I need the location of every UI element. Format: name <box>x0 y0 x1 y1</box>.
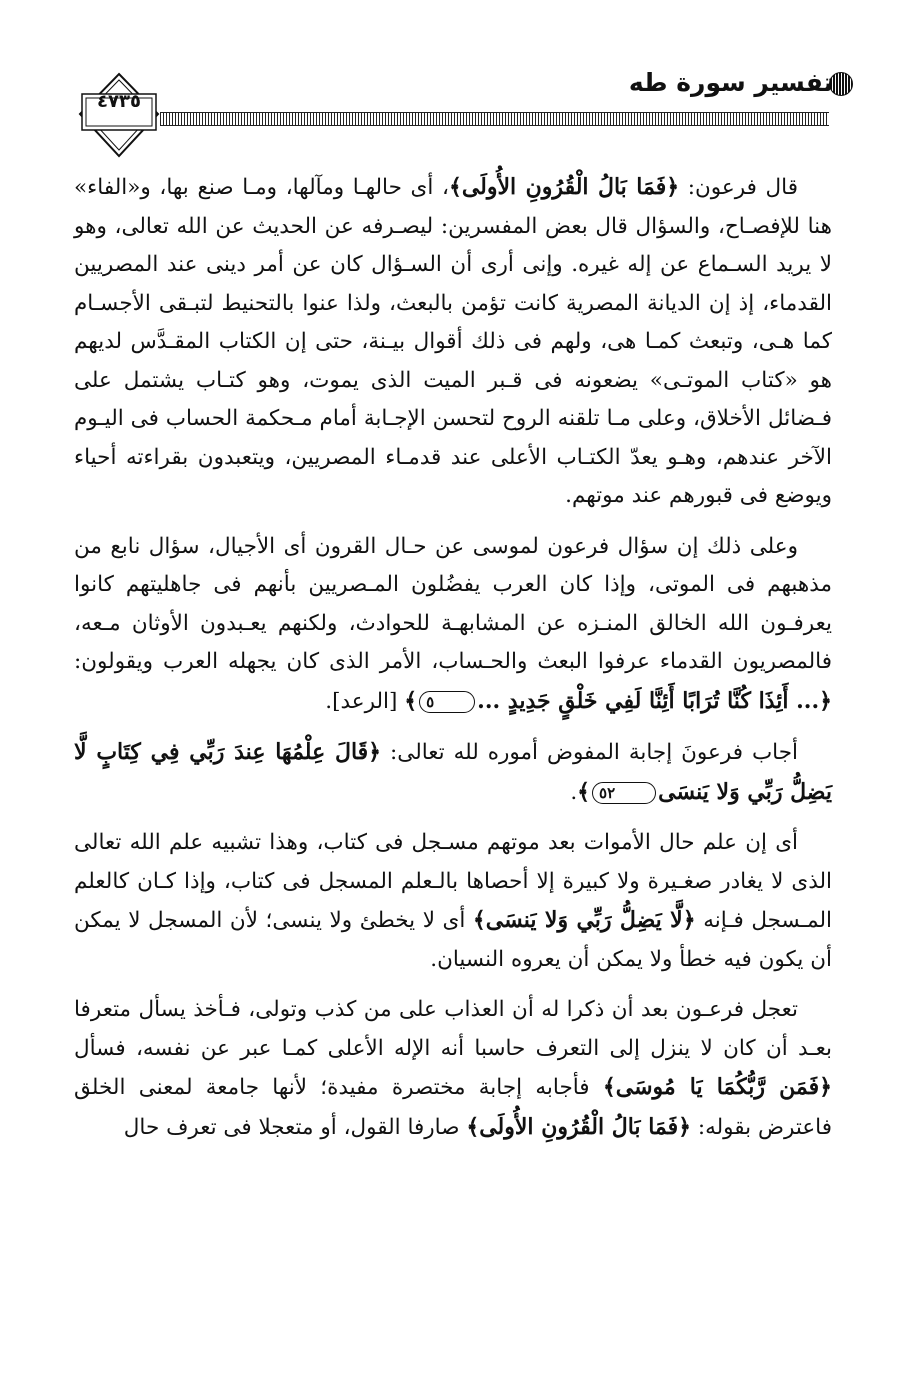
page-number-badge-icon <box>78 72 160 158</box>
text-run: تعجل فرعـون بعد أن ذكرا له أن العذاب على من كذب وتولى، فـأخذ يسأل متعرفا بعـد أن كان لا ينزل إلى التعرف حاسبا أنه الإله الأعلى كمـا عبر عن نفسه، فسأل <box>74 997 832 1061</box>
paragraph <box>74 991 832 1147</box>
body-text <box>74 168 832 1147</box>
paragraph <box>74 824 832 979</box>
quran-verse: ﴿فَمَن رَّبُّكُمَا يَا مُوسَى﴾ <box>602 1074 832 1100</box>
quran-verse: ﴿قَالَ عِلْمُهَا عِندَ رَبِّي فِي كِتَابٍ لَّا يَضِلُّ رَبِّي وَلا يَنسَى <box>74 739 832 805</box>
verse-number: ٥٢ <box>592 782 656 804</box>
quran-verse: ﴿... أَئِذَا كُنَّا تُرَابًا أَئِنَّا لَفِي خَلْقٍ جَدِيدٍ ... <box>477 687 832 714</box>
text-run: فأجابه إجابة مختصرة مفيدة؛ لأنها جامعة لمعنى الخلق فاعترض بقوله: <box>74 1075 832 1140</box>
text-run: أى إن علم حال الأموات بعد موتهم مسـجل فى كتاب، وهذا تشبيه علم الله تعالى الذى لا يغادر صغـيرة ولا كبيرة إلا أحصاها بالـعلم المسجل فى كتاب، وإذا كـان كالعلم المـسجل فـإنه <box>74 830 832 933</box>
text-run: أى لا يخطئ ولا ينسى؛ لأن المسجل لا يمكن أن يكون فيه خطأ ولا يمكن أن يعروه النسيان. <box>74 908 832 972</box>
paragraph <box>74 168 832 516</box>
running-title: تفسير سورة طه <box>628 68 833 97</box>
page-header <box>0 0 911 165</box>
quran-verse: ﴾ <box>404 687 418 714</box>
quran-verse: ﴾ <box>577 778 591 805</box>
quran-verse: ﴿لَّا يَضِلُّ رَبِّي وَلا يَنسَى﴾ <box>472 907 696 933</box>
text-run: . <box>570 779 578 805</box>
text-run: أجاب فرعونَ إجابة المفوض أموره لله تعالى: <box>381 740 798 765</box>
paragraph <box>74 528 832 722</box>
quran-verse: ﴿فَمَا بَالُ الْقُرُونِ الأُولَى﴾ <box>466 1113 692 1140</box>
text-run: [الرعد]. <box>325 688 405 714</box>
text-run: وعلى ذلك إن سؤال فرعون لموسى عن حـال القرون أى الأجيال، سؤال نابع من مذهبهم فى الموتى، وإذا كان العرب يفضُلون المـصريين بأنهم فى جاهليتهم كانوا يعرفـون الله الخالق المنـزه عن المشابهـة للحوادث، ولكنهم يعـبدون الأوثان مـعه، فالمصريون القدماء عرفوا البعث والحـساب، الأمر الذى كان يجهله العرب ويقولون: <box>74 533 832 674</box>
text-run: ، أى حالهـا ومآلها، ومـا صنع بها، و«الفاء» هنا للإفصـاح، والسؤال قال بعض المفسرين: ليصـرفه عن الحديث عن الله تعالى، وهو لا يريد السـماع عن إله غيره. وإنى أرى أن السـؤال كان عن أمر دينى عند المصريين القدماء، إذ إن الديانة المصرية كانت تؤمن بالبعث، ولذا عنوا بالتحنيط لتبـقى الأجسـام كما هـى، وتبعث كمـا هى، ولهم فى ذلك أقوال بيـنة، حتى إن الكتاب المقـدَّس لديهم هو «كتاب الموتـى» يضعونه فى قـبر الميت الذى يموت، وهو كتـاب يشتمل على فـضائل الأخلاق، وعلى مـا تلقنه الروح لتحسن الإجـابة أمام مـحكمة الحساب فى اليـوم الآخر عندهم، وهـو يعدّ الكتـاب الأعلى عند قدمـاء المصريين، ويتعبدون بقراءته أحياء ويوضع فى قبورهم عند موتهم. <box>74 175 832 508</box>
quran-verse: ﴿فَمَا بَالُ الْقُرُونِ الأُولَى﴾ <box>448 174 680 200</box>
page-number: ٤٧٣٥ <box>97 91 141 112</box>
verse-number: ٥ <box>419 691 475 713</box>
header-rule <box>160 112 829 126</box>
text-run: صارفا القول، أو متعجلا فى تعرف حال <box>123 1114 467 1140</box>
text-run: قال فرعون: <box>679 175 798 200</box>
paragraph <box>74 733 832 812</box>
